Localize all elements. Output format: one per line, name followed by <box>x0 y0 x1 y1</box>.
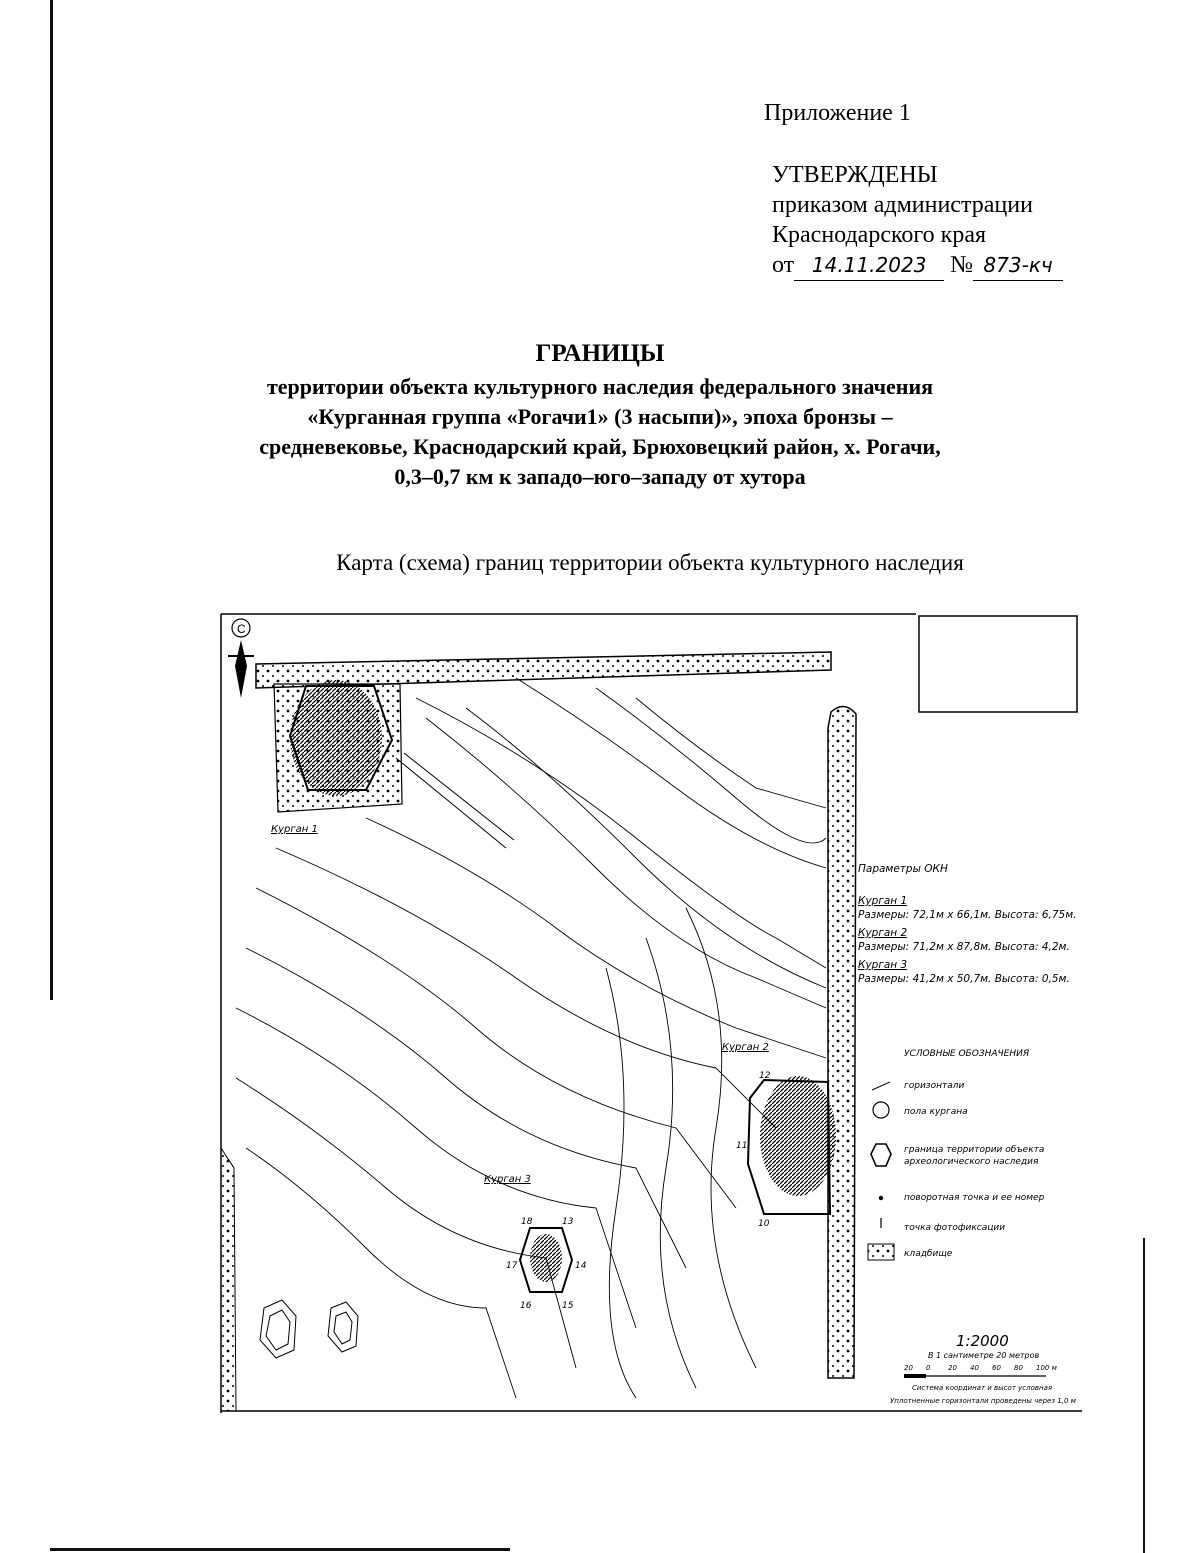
point-17-label: 17 <box>506 1261 518 1271</box>
point-10-label: 10 <box>758 1219 770 1229</box>
title-line-2: «Курганная группа «Рогачи1» (3 насыпи)», эпоха бронзы – <box>307 404 893 429</box>
scan-edge-left <box>50 0 53 1000</box>
title-line-1: территории объекта культурного наследия федерального значения <box>266 374 934 399</box>
legend-mound-floor: пола кургана <box>904 1107 968 1117</box>
params-k2-name: Курган 2 <box>858 927 908 939</box>
svg-text:20: 20 <box>948 1364 957 1372</box>
north-label: С <box>237 622 246 636</box>
point-14-label: 14 <box>575 1261 587 1271</box>
svg-text:60: 60 <box>992 1364 1001 1372</box>
legend-title: УСЛОВНЫЕ ОБОЗНАЧЕНИЯ <box>904 1049 1030 1059</box>
legend-cemetery: кладбище <box>904 1249 953 1259</box>
scale-bar-segment <box>904 1374 926 1378</box>
legend-contours: горизонтали <box>904 1081 965 1091</box>
document-title: ГРАНИЦЫ <box>535 340 665 367</box>
scale-footnote-2: Уплотненные горизонтали проведены через 1,0 м <box>890 1397 1076 1405</box>
mound-3-hatched <box>530 1234 562 1282</box>
legend-boundary-2: археологического наследия <box>904 1157 1039 1167</box>
params-k3-name: Курган 3 <box>858 959 908 971</box>
point-13-label: 13 <box>562 1217 574 1227</box>
scale-ratio: 1:2000 <box>956 1332 1009 1350</box>
point-16-label: 16 <box>520 1301 532 1311</box>
title-line-4: 0,3–0,7 км к западо–юго–западу от хутора <box>394 464 806 489</box>
scan-edge-right <box>1143 1238 1145 1553</box>
point-12-label: 12 <box>759 1071 771 1081</box>
legend-boundary-1: граница территории объекта <box>904 1145 1045 1155</box>
legend-block <box>868 1049 1045 1260</box>
svg-text:20: 20 <box>904 1364 913 1372</box>
params-k3-size: Размеры: 41,2м х 50,7м. Высота: 0,5м. <box>858 973 1070 985</box>
svg-text:0: 0 <box>926 1364 931 1372</box>
svg-text:80: 80 <box>1014 1364 1023 1372</box>
params-title: Параметры ОКН <box>858 863 948 875</box>
mound-1-label: Курган 1 <box>271 824 318 835</box>
scale-footnote-1: Система координат и высот условная <box>912 1384 1053 1392</box>
approval-date-line <box>772 250 1063 281</box>
contour-rings <box>260 1300 358 1358</box>
appendix-label: Приложение 1 <box>764 100 911 126</box>
legend-turn-point: поворотная точка и ее номер <box>904 1193 1045 1203</box>
signature-line <box>50 1548 510 1551</box>
map-inset-box <box>919 616 1077 712</box>
point-11-label: 11 <box>736 1141 748 1151</box>
params-k1-name: Курган 1 <box>858 895 908 907</box>
map-caption: Карта (схема) границ территории объекта культурного наследия <box>336 550 964 575</box>
title-line-3: средневековье, Краснодарский край, Брюховецкий район, х. Рогачи, <box>259 434 941 459</box>
approval-date: 14.11.2023 <box>794 250 944 281</box>
svg-text:100 м: 100 м <box>1036 1364 1057 1372</box>
svg-text:40: 40 <box>970 1364 979 1372</box>
scale-block <box>890 1332 1077 1405</box>
approved-by-line2: Краснодарского края <box>772 222 987 248</box>
params-block <box>858 863 1076 985</box>
point-15-label: 15 <box>562 1301 574 1311</box>
tree-line-left <box>221 1148 236 1411</box>
point-18-label: 18 <box>521 1217 533 1227</box>
boundary-map <box>216 608 1082 1413</box>
params-k2-size: Размеры: 71,2м х 87,8м. Высота: 4,2м. <box>858 941 1070 953</box>
legend-cemetery-icon <box>868 1244 894 1260</box>
scale-tick-labels <box>904 1364 1058 1372</box>
mound-2-label: Курган 2 <box>722 1042 769 1053</box>
legend-photo-point: точка фотофиксации <box>904 1223 1006 1233</box>
approved-heading: УТВЕРЖДЕНЫ <box>772 162 938 188</box>
mound-2-hatched <box>760 1076 836 1196</box>
legend-contour-icon <box>872 1082 890 1090</box>
date-prefix: от <box>772 252 795 278</box>
legend-boundary-icon <box>871 1144 891 1166</box>
mound-3-label: Курган 3 <box>484 1174 531 1185</box>
params-k1-size: Размеры: 72,1м х 66,1м. Высота: 6,75м. <box>858 909 1077 921</box>
approval-number: 873-кч <box>973 250 1063 281</box>
approved-by-line1: приказом администрации <box>772 192 1033 218</box>
legend-mound-icon <box>873 1102 889 1118</box>
legend-turn-point-icon <box>879 1196 883 1200</box>
scale-note: В 1 сантиметре 20 метров <box>928 1351 1040 1360</box>
document-subtitle <box>150 372 1050 492</box>
number-prefix: № <box>950 252 974 278</box>
approval-block <box>772 160 1063 281</box>
map-svg <box>216 608 1082 1413</box>
tree-line-right <box>828 706 856 1378</box>
